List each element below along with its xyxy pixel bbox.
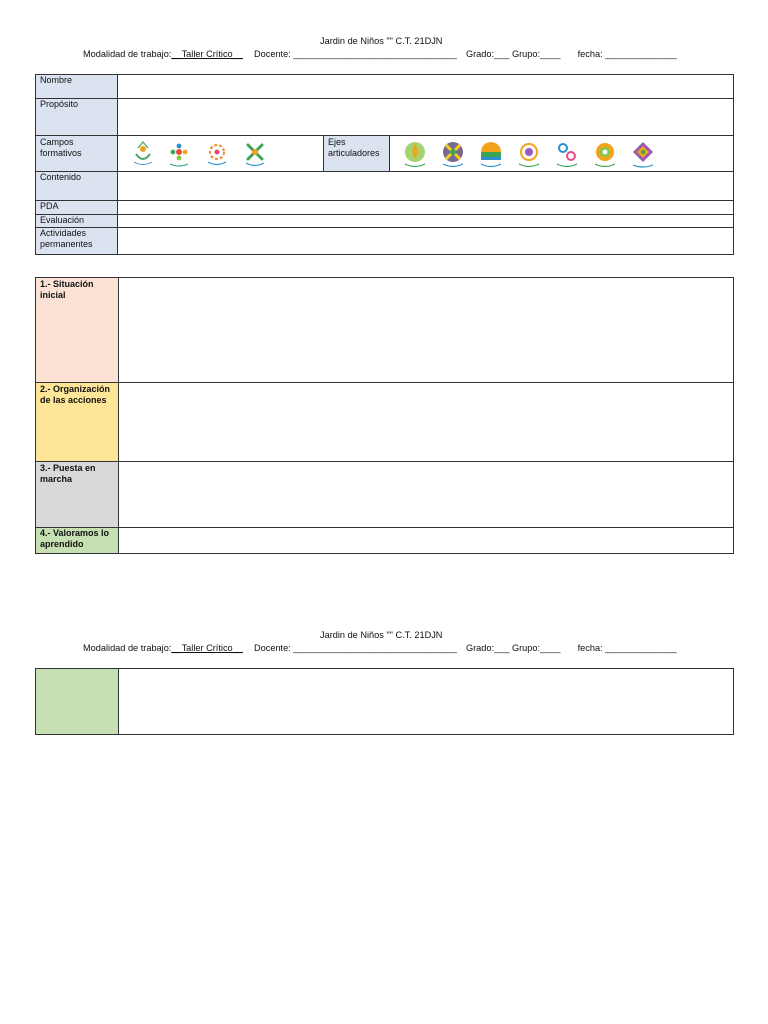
humano-icon	[236, 140, 274, 168]
campos-icons-cell	[118, 136, 324, 172]
phases-table	[35, 277, 734, 554]
pda-cell[interactable]	[118, 201, 734, 215]
ejes-icons	[396, 139, 733, 169]
fase1-label: 1.- Situación inicial	[36, 278, 119, 383]
campos-icons	[126, 140, 323, 168]
header-line-2	[83, 643, 677, 653]
fase3-cell[interactable]	[119, 462, 734, 528]
fecha-field-2: fecha: ______________	[577, 643, 677, 653]
fecha-field: fecha: ______________	[577, 49, 677, 59]
pensamiento-critico-icon	[434, 139, 472, 169]
continuation-label	[36, 669, 119, 735]
contenido-label: Contenido	[36, 172, 118, 201]
school-title: Jardin de Niños "" C.T. 21DJN	[320, 36, 443, 46]
etica-icon	[198, 140, 236, 168]
docente-field-2: Docente: ________________________________	[254, 643, 457, 653]
grado-field-2: Grado:___	[465, 643, 510, 653]
fase4-cell[interactable]	[119, 528, 734, 554]
fase4-label: 4.- Valoramos lo aprendido	[36, 528, 119, 554]
fase2-cell[interactable]	[119, 383, 734, 462]
nombre-cell[interactable]	[118, 75, 734, 99]
actividades-label: Actividades permanentes	[36, 228, 118, 255]
info-table	[35, 74, 734, 255]
contenido-cell[interactable]	[118, 172, 734, 201]
evaluacion-label: Evaluación	[36, 215, 118, 228]
grado-field: Grado:___	[465, 49, 510, 59]
saberes-icon	[160, 140, 198, 168]
proposito-label: Propósito	[36, 99, 118, 136]
modalidad-value: __Taller Crítico__	[171, 49, 243, 59]
fase1-cell[interactable]	[119, 278, 734, 383]
lectura-escritura-icon	[586, 139, 624, 169]
evaluacion-cell[interactable]	[118, 215, 734, 228]
modalidad-value-2: __Taller Crítico__	[171, 643, 243, 653]
ejes-icons-cell	[390, 136, 734, 172]
grupo-field-2: Grupo:____	[511, 643, 561, 653]
header-line	[83, 49, 677, 59]
pda-label: PDA	[36, 201, 118, 215]
interculturalidad-icon	[472, 139, 510, 169]
modalidad-label: Modalidad de trabajo:	[83, 49, 172, 59]
proposito-cell[interactable]	[118, 99, 734, 136]
vida-saludable-icon	[548, 139, 586, 169]
docente-field: Docente: ________________________________	[254, 49, 457, 59]
continuation-cell[interactable]	[119, 669, 734, 735]
lenguajes-icon	[126, 140, 160, 168]
inclusion-icon	[396, 139, 434, 169]
continuation-table	[35, 668, 734, 735]
artes-icon	[624, 139, 662, 169]
fase2-label: 2.- Organización de las acciones	[36, 383, 119, 462]
modalidad-label-2: Modalidad de trabajo:	[83, 643, 172, 653]
fase3-label: 3.- Puesta en marcha	[36, 462, 119, 528]
nombre-label: Nombre	[36, 75, 118, 99]
actividades-cell[interactable]	[118, 228, 734, 255]
school-title-2: Jardin de Niños "" C.T. 21DJN	[320, 630, 443, 640]
igualdad-genero-icon	[510, 139, 548, 169]
grupo-field: Grupo:____	[511, 49, 561, 59]
ejes-label: Ejes articuladores	[324, 136, 390, 172]
campos-label: Campos formativos	[36, 136, 118, 172]
